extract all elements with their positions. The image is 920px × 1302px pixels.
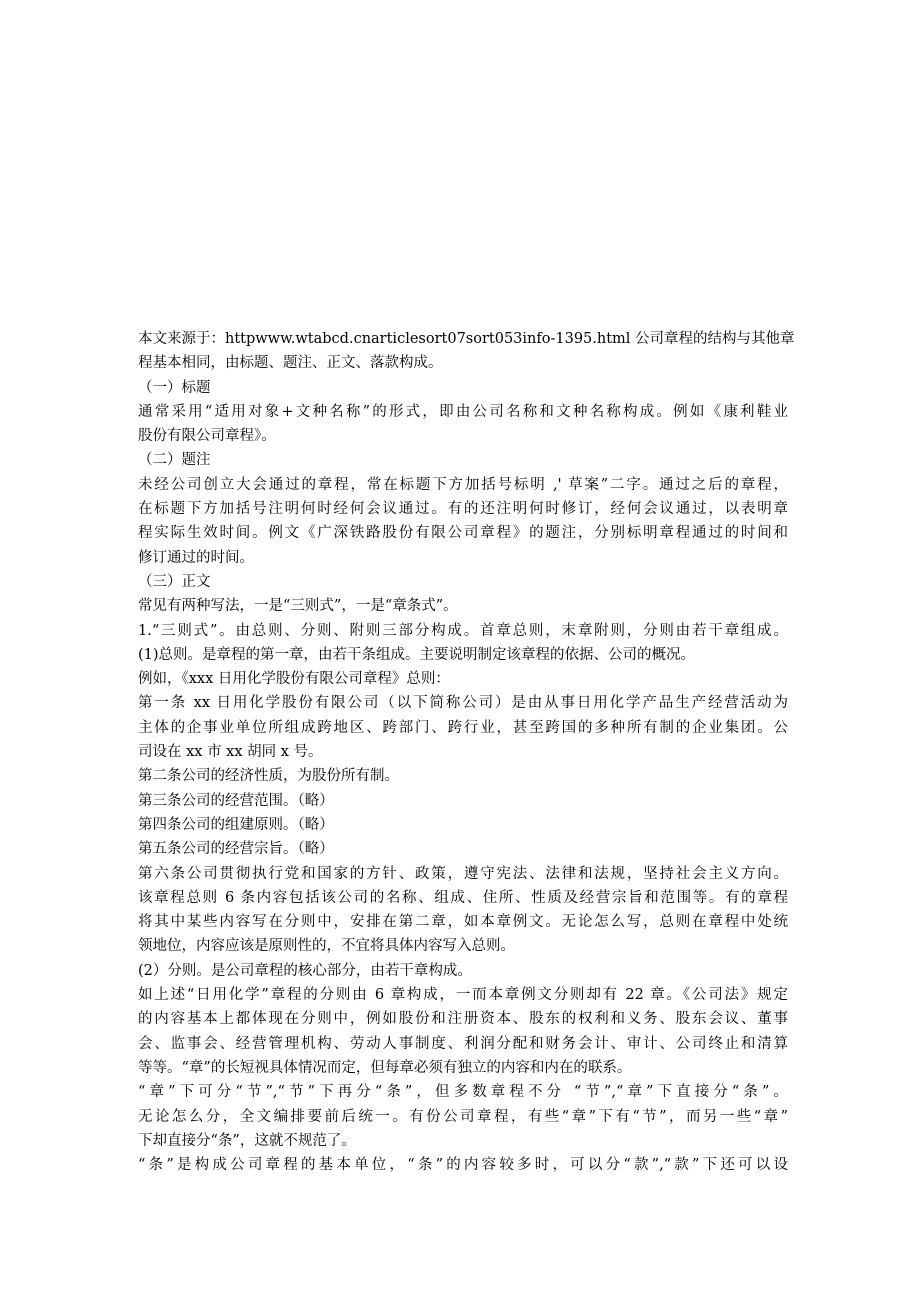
text-line: 主体的企事业单位所组成跨地区、跨部门、跨行业，甚至跨国的多种所有制的企业集团。公	[138, 719, 788, 736]
text-line: 下却直接分“条”，这就不规范了。	[138, 1132, 356, 1149]
text-line: 1.“三则式”。由总则、分则、附则三部分构成。首章总则，末章附则，分则由若干章组成。	[138, 622, 788, 639]
text-line: 会、监事会、经营管理机构、劳动人事制度、利润分配和财务会计、审计、公司终止和清算	[138, 1035, 788, 1052]
text-line: (1)总则。是章程的第一章，由若干条组成。主要说明制定该章程的依据、公司的概况。	[138, 646, 696, 663]
text-line: (2）分则。是公司章程的核心部分，由若干章构成。	[138, 962, 472, 979]
text-line: 本文来源于：httpwww.wtabcd.cnarticlesort07sort053info-1395.html 公司章程的结构与其他章	[138, 331, 795, 347]
text-line: 程实际生效时间。例文《广深铁路股份有限公司章程》的题注，分别标明章程通过的时间和	[138, 525, 788, 542]
text-line: 该章程总则 6 条内容包括该公司的名称、组成、住所、性质及经营宗旨和范围等。有的章程	[138, 889, 788, 906]
text-line: 程基本相同，由标题、题注、正文、落款构成。	[138, 355, 443, 372]
text-line: 第一条 xx 日用化学股份有限公司（以下简称公司）是由从事日用化学产品生产经营活动为	[138, 695, 788, 712]
text-line: 常见有两种写法，一是“三则式”，一是“章条式”。	[138, 598, 458, 615]
section-heading: （三）正文	[138, 573, 211, 590]
section-heading: （一）标题	[138, 379, 211, 396]
text-line: 第六条公司贯彻执行党和国家的方针、政策，遵守宪法、法律和法规，坚持社会主义方向。	[138, 865, 788, 882]
text-line: 第二条公司的经济性质，为股份所有制。	[138, 768, 399, 785]
text-line: 第三条公司的经营范围。（略）	[138, 792, 334, 809]
text-line: 第五条公司的经营宗旨。（略）	[138, 841, 334, 858]
text-line: 未经公司创立大会通过的章程，常在标题下方加括号标明 ,' 草案”二字。通过之后的章程，	[138, 476, 788, 493]
text-line: 将其中某些内容写在分则中，安排在第二章，如本章例文。无论怎么写，总则在章程中处统	[138, 914, 788, 931]
text-line: 的内容基本上都体现在分则中，例如股份和注册资本、股东的权利和义务、股东会议、董事	[138, 1011, 788, 1028]
text-line: 股份有限公司章程》。	[138, 428, 276, 445]
text-line: “条”是构成公司章程的基本单位，“条”的内容较多时，可以分“款”,“款”下还可以设	[138, 1157, 788, 1174]
text-line: 如上述“日用化学”章程的分则由 6 章构成，一而本章例文分则却有 22 章。《公司法》规定	[138, 987, 788, 1004]
text-line: 通常采用“适用对象+文种名称”的形式，即由公司名称和文种名称构成。例如《康利鞋业	[138, 403, 788, 420]
text-line: 第四条公司的组建原则。（略）	[138, 816, 334, 833]
text-line: 修订通过的时间。	[138, 549, 254, 566]
document-body	[138, 327, 795, 1177]
text-line: 无论怎么分，全文编排要前后统一。有份公司章程，有些“章”下有“节”，而另一些“章”	[138, 1108, 788, 1125]
text-line: 例如，《xxx 日用化学股份有限公司章程》总则：	[138, 671, 450, 688]
section-heading: （二）题注	[138, 452, 211, 469]
text-line: 司设在 xx 市 xx 胡同 x 号。	[138, 744, 323, 761]
text-line: “章”下可分“节”,“节”下再分“条”，但多数章程不分 “节”,“章”下直接分“条”。	[138, 1084, 788, 1101]
text-line: 等等。“章”的长短视具体情况而定，但每章必须有独立的内容和内在的联系。	[138, 1059, 632, 1076]
text-line: 在标题下方加括号注明何时经何会议通过。有的还注明何时修订，经何会议通过，以表明章	[138, 501, 788, 518]
text-line: 领地位，内容应该是原则性的，不宜将具体内容写入总则。	[138, 938, 515, 955]
